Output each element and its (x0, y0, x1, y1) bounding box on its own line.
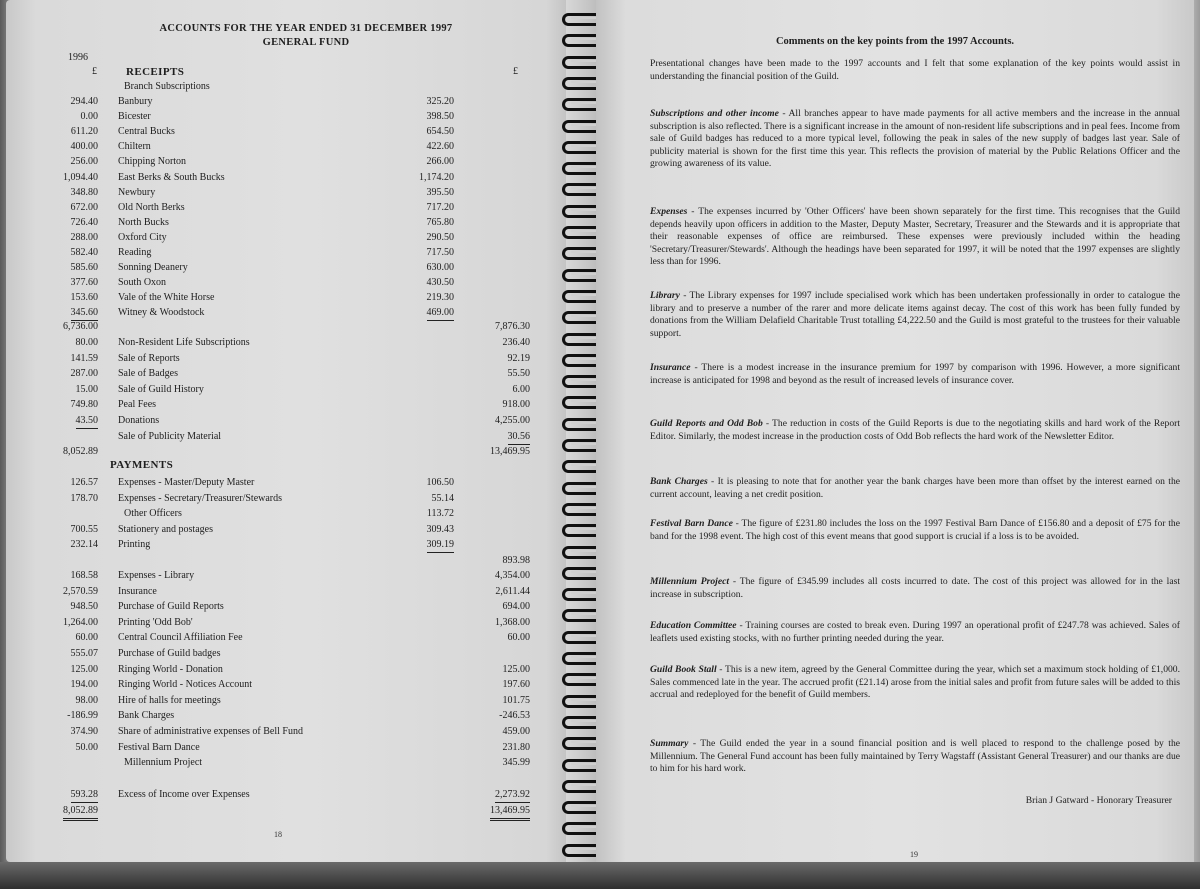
current-year-amount: 30.56 (508, 429, 531, 445)
line-item-label: Hire of halls for meetings (118, 694, 221, 706)
payment-row (6, 584, 566, 599)
comment-heading: Guild Reports and Odd Bob (650, 418, 763, 429)
officer-total-row (6, 553, 566, 568)
line-item-label: Sale of Guild History (118, 383, 204, 395)
comment-paragraph (650, 362, 1180, 387)
current-year-amount: 345.99 (502, 757, 530, 769)
comment-paragraph (650, 418, 1180, 443)
branch-heading-label: Branch Subscriptions (124, 81, 210, 92)
current-year-amount: 55.14 (431, 492, 454, 504)
prev-year-amount: 50.00 (75, 741, 98, 753)
receipts-heading: RECEIPTS (126, 66, 185, 78)
excess-amount: 2,273.92 (495, 787, 530, 803)
branch-row (6, 124, 566, 139)
current-year-amount: 266.00 (426, 156, 454, 168)
prev-year-amount: 377.60 (70, 277, 98, 289)
current-year-amount: 1,368.00 (495, 616, 530, 628)
currency-header-prev: £ (92, 66, 97, 77)
receipt-row (6, 351, 566, 366)
line-item-label: Sonning Deanery (118, 262, 188, 274)
line-item-label: Sale of Badges (118, 368, 178, 380)
payment-row (6, 755, 566, 770)
receipts-total-prev: 8,052.89 (63, 446, 98, 457)
current-year-amount: 469.00 (427, 305, 455, 321)
comment-paragraph (650, 476, 1180, 501)
prev-year-amount: 15.00 (75, 383, 98, 395)
comment-text: - The expenses incurred by 'Other Officers' have been shown separately for the first time. This recognises that the Guild depends heavily upon officers in addition to the Master, Deputy Master, Secretary, Treasurer and the Stewards and it is appropriate that their reasonable expenses of office are reimbursed. These expenses were previously included within the heading 'Secretary/Treasurer/Stewards'. Although the headings have been separated for 1997, it will be noted that the 1997 expenses are slightly less than for 1996. (650, 206, 1180, 268)
currency-header-current: £ (513, 66, 518, 77)
branch-row (6, 230, 566, 245)
current-year-amount: 430.50 (426, 277, 454, 289)
prev-year-amount: 1,094.40 (63, 171, 98, 183)
prev-year-amount: 153.60 (70, 292, 98, 304)
current-year-amount: 236.40 (502, 337, 530, 348)
current-year-amount: 60.00 (507, 632, 530, 644)
final-total-row (6, 803, 566, 818)
comment-heading: Expenses (650, 206, 688, 217)
branch-total: 7,876.30 (495, 321, 530, 332)
comment-heading: Library (650, 290, 680, 301)
payment-row (6, 568, 566, 583)
current-year-amount: 1,174.20 (419, 171, 454, 183)
intro-paragraph: Presentational changes have been made to the 1997 accounts and I felt that some explanation of the key points would assist in understanding the financial position of the Guild. (650, 58, 1180, 82)
prev-year-amount: 168.58 (70, 570, 98, 581)
current-year-amount: 4,354.00 (495, 570, 530, 581)
current-year-amount: 309.43 (426, 523, 454, 535)
current-year-amount: 398.50 (426, 111, 454, 123)
payment-row (6, 708, 566, 723)
prev-year-amount: 288.00 (70, 231, 98, 243)
prev-year-amount: 948.50 (70, 601, 98, 613)
prev-year-amount: 98.00 (75, 694, 98, 706)
line-item-label: Chiltern (118, 141, 151, 153)
officer-payment-row (6, 506, 566, 521)
line-item-label: Newbury (118, 186, 156, 198)
branch-row (6, 260, 566, 275)
line-item-label: Sale of Publicity Material (118, 430, 222, 442)
payment-row (6, 646, 566, 661)
line-item-label: Central Council Affiliation Fee (118, 632, 243, 644)
comment-heading: Subscriptions and other income (650, 108, 779, 119)
branch-row (6, 200, 566, 215)
treasurer-signoff: Brian J Gatward - Honorary Treasurer (1025, 795, 1172, 806)
prev-year-amount: 80.00 (75, 337, 98, 348)
officer-payment-row (6, 475, 566, 490)
comment-text: - The Guild ended the year in a sound financial position and is well placed to respond to the challenge posed by the Millennium. The General Fund account has been fully maintained by Terry Wagstaff (Assistant General Treasurer) and our thanks are due to him for his hard work. (650, 738, 1180, 775)
comment-heading: Millennium Project (650, 576, 730, 587)
line-item-label: Chipping Norton (118, 156, 187, 168)
payment-row (6, 599, 566, 614)
comment-text: - It is pleasing to note that for another year the bank charges have been more than offset by the interest earned on the current account, leaving a net credit position. (650, 476, 1181, 500)
comment-heading: Summary (650, 738, 689, 749)
current-year-amount: 106.50 (426, 477, 454, 488)
line-item-label: Vale of the White Horse (118, 292, 215, 304)
line-item-label: Bank Charges (118, 710, 175, 722)
current-year-amount: 6.00 (512, 383, 530, 395)
final-total-prev: 8,052.89 (63, 803, 98, 821)
accounts-title-line1: ACCOUNTS FOR THE YEAR ENDED 31 DECEMBER 1997 (159, 23, 453, 34)
line-item-label: Central Bucks (118, 126, 175, 138)
current-year-amount: 422.60 (426, 141, 454, 153)
receipt-row (6, 382, 566, 397)
branch-row (6, 154, 566, 169)
officer-total: 893.98 (502, 555, 530, 566)
comment-paragraph (650, 206, 1180, 269)
current-year-amount: 113.72 (426, 508, 454, 519)
prev-year-amount: 2,570.59 (63, 585, 98, 597)
current-year-amount: 309.19 (427, 537, 455, 553)
current-year-amount: 395.50 (426, 186, 454, 198)
prev-year-amount: 0.00 (80, 111, 98, 123)
line-item-label: Printing 'Odd Bob' (118, 616, 193, 628)
comment-paragraph (650, 664, 1180, 702)
current-year-amount: -246.53 (499, 710, 530, 722)
line-item-label: Purchase of Guild Reports (118, 601, 224, 613)
prev-year-amount: 1,264.00 (63, 616, 98, 628)
line-item-label: Banbury (118, 96, 153, 107)
line-item-label: Ringing World - Notices Account (118, 679, 252, 691)
receipt-row (6, 413, 566, 428)
prev-year-amount: 555.07 (70, 648, 98, 659)
current-year-amount: 765.80 (426, 216, 454, 228)
line-item-label: Peal Fees (118, 399, 157, 411)
comment-paragraph (650, 738, 1180, 776)
excess-row (6, 787, 566, 802)
receipt-row (6, 335, 566, 350)
prev-year-amount: 749.80 (70, 399, 98, 411)
right-page (596, 0, 1194, 862)
accounts-title (126, 22, 486, 50)
prev-year-amount: 126.57 (70, 477, 98, 488)
receipt-row (6, 366, 566, 381)
line-item-label: Bicester (118, 111, 151, 123)
page-number-left: 18 (274, 830, 282, 839)
branch-row (6, 275, 566, 290)
payment-row (6, 662, 566, 677)
comment-text: - The reduction in costs of the Guild Reports is due to the negotiating skills and hard work of the Report Editor. Similarly, the modest increase in the production costs of Odd Bob reflects the hard work of the Newsletter Editor. (650, 418, 1180, 442)
comment-text: - Training courses are costed to break even. During 1997 an operational profit of £247.78 was achieved. Sales of leaflets used existing stocks, with no further printing needed during the year. (650, 620, 1180, 644)
current-year-amount: 125.00 (502, 663, 530, 675)
current-year-amount: 290.50 (426, 231, 454, 243)
line-item-label: Witney & Woodstock (118, 307, 205, 319)
comment-text: - The Library expenses for 1997 include specialised work which has been undertaken professionally in order to catalogue the library and to preserve a number of the rarer and more delicate items against decay. The cost of this work has been fully funded by donations from the William Delafield Charitable Trust totalling £4,222.50 and the Guild is most grateful to the trustees for their valuable support. (650, 290, 1180, 339)
prev-year-amount: 256.00 (70, 156, 98, 168)
current-year-amount: 717.50 (426, 247, 454, 258)
excess-prev: 593.28 (71, 787, 99, 803)
branch-row (6, 215, 566, 230)
prev-year-amount: 726.40 (70, 216, 98, 228)
payment-row (6, 693, 566, 708)
prev-year-amount: 672.00 (70, 201, 98, 213)
comment-text: - There is a modest increase in the insurance premium for 1997 by comparison with 1996. However, a more significant increase is anticipated for 1998 and beyond as the result of increased levels of insurance cover. (650, 362, 1180, 386)
prev-year-amount: 60.00 (75, 632, 98, 644)
receipts-total: 13,469.95 (490, 446, 530, 457)
branch-row (6, 290, 566, 305)
line-item-label: East Berks & South Bucks (118, 171, 225, 183)
current-year-amount: 231.80 (502, 741, 530, 753)
line-item-label: Festival Barn Dance (118, 741, 200, 753)
prev-year-amount: 345.60 (71, 305, 99, 321)
prev-year-amount: 611.20 (70, 126, 98, 138)
line-item-label: Insurance (118, 585, 157, 597)
current-year-amount: 717.20 (426, 201, 454, 213)
current-year-amount: 92.19 (507, 352, 530, 364)
branch-subscriptions-heading (6, 79, 566, 94)
line-item-label: Purchase of Guild badges (118, 648, 221, 659)
branch-row (6, 109, 566, 124)
current-year-amount: 197.60 (502, 679, 530, 691)
prev-year-amount: 400.00 (70, 141, 98, 153)
receipt-row (6, 397, 566, 412)
branch-row (6, 185, 566, 200)
line-item-label: Ringing World - Donation (118, 663, 223, 675)
accounts-title-line2: GENERAL FUND (262, 37, 350, 48)
officer-payment-row (6, 522, 566, 537)
current-year-amount: 918.00 (502, 399, 530, 411)
comment-paragraph (650, 290, 1180, 340)
payment-row (6, 615, 566, 630)
line-item-label: Sale of Reports (118, 352, 180, 364)
line-item-label: Printing (118, 539, 151, 550)
comment-text: - All branches appear to have made payments for all active members and the increase in the annual subscription is also reflected. There is a significant increase in the amount of non-resident life subscriptions and in peal fees. Income from sale of Guild badges has reduced to a more typical level, following the peak in sales of the new supply of badges last year. Sale of publicity material is shown for the first time this year. This reflects the provision of material by the Public Relations Officer and the growing awareness of its value. (650, 108, 1180, 170)
comment-paragraph (650, 620, 1180, 645)
current-year-amount: 694.00 (502, 601, 530, 613)
comment-heading: Education Committee (650, 620, 737, 631)
comment-paragraph (650, 576, 1180, 601)
prev-year-amount: 43.50 (76, 413, 99, 429)
current-year-amount: 101.75 (502, 694, 530, 706)
final-total: 13,469.95 (490, 803, 530, 821)
current-year-amount: 459.00 (502, 726, 530, 737)
line-item-label: Oxford City (118, 231, 167, 243)
prev-year-amount: 348.80 (70, 186, 98, 198)
current-year-amount: 4,255.00 (495, 415, 530, 426)
line-item-label: Millennium Project (124, 757, 203, 769)
current-year-amount: 55.50 (507, 368, 530, 380)
prev-year-amount: 141.59 (70, 352, 98, 364)
comment-paragraph (650, 108, 1180, 171)
comment-text: - This is a new item, agreed by the General Committee during the year, which set a maximum stock holding of £1,000. Sales commenced late in the year. The accrued profit (£21.14) arose from the initial sales and profit from future sales will be added to this accrual and redeployed for the benefit of Guild members. (650, 664, 1180, 701)
comment-paragraph (650, 518, 1180, 543)
comment-heading: Guild Book Stall (650, 664, 717, 675)
left-page (6, 0, 566, 862)
line-item-label: Reading (118, 247, 152, 258)
prev-year-amount: 125.00 (70, 663, 98, 675)
comment-heading: Insurance (650, 362, 691, 373)
payment-row (6, 740, 566, 755)
table-shadow (0, 862, 1200, 889)
payment-row (6, 724, 566, 739)
branch-row (6, 170, 566, 185)
comments-title: Comments on the key points from the 1997 Accounts. (775, 36, 1015, 47)
prev-year-amount: 700.55 (70, 523, 98, 535)
line-item-label: Expenses - Library (118, 570, 195, 581)
line-item-label: Stationery and postages (118, 523, 213, 535)
comment-heading: Bank Charges (650, 476, 708, 487)
line-item-label: Other Officers (124, 508, 182, 519)
prev-year-amount: 585.60 (70, 262, 98, 274)
prev-year-amount: 374.90 (70, 726, 98, 737)
current-year-amount: 325.20 (426, 96, 454, 107)
branch-row (6, 94, 566, 109)
prev-year-amount: 194.00 (70, 679, 98, 691)
prev-year-amount: 178.70 (70, 492, 98, 504)
line-item-label: Non-Resident Life Subscriptions (118, 337, 250, 348)
comment-heading: Festival Barn Dance (650, 518, 733, 529)
comment-text: - The figure of £345.99 includes all costs incurred to date. The cost of this project was allowed for in the last increase in subscription. (650, 576, 1180, 600)
payment-row (6, 677, 566, 692)
current-year-amount: 2,611.44 (495, 585, 530, 597)
payments-heading: PAYMENTS (110, 459, 174, 471)
receipt-row (6, 429, 566, 444)
officer-payment-row (6, 537, 566, 552)
branch-total-row (6, 319, 566, 334)
excess-label: Excess of Income over Expenses (118, 789, 250, 800)
prev-year-header: 1996 (68, 52, 88, 63)
prev-year-amount: 232.14 (70, 539, 98, 550)
line-item-label: Expenses - Master/Deputy Master (118, 477, 255, 488)
line-item-label: Share of administrative expenses of Bell Fund (118, 726, 303, 737)
line-item-label: Donations (118, 415, 160, 426)
branch-row (6, 245, 566, 260)
officer-payment-row (6, 491, 566, 506)
prev-year-amount: 294.40 (70, 96, 98, 107)
prev-year-amount: 582.40 (70, 247, 98, 258)
branch-total-prev: 6,736.00 (63, 321, 98, 332)
comment-text: - The figure of £231.80 includes the loss on the 1997 Festival Barn Dance of £156.80 and a deposit of £75 for the band for the 1998 event. The high cost of this event means that good support is crucial if a loss is to be avoided. (650, 518, 1180, 542)
line-item-label: North Bucks (118, 216, 169, 228)
current-year-amount: 630.00 (426, 262, 454, 274)
branch-row (6, 139, 566, 154)
payment-row (6, 630, 566, 645)
current-year-amount: 219.30 (426, 292, 454, 304)
line-item-label: Expenses - Secretary/Treasurer/Stewards (118, 492, 283, 504)
line-item-label: Old North Berks (118, 201, 185, 213)
receipts-total-row (6, 444, 566, 459)
current-year-amount: 654.50 (426, 126, 454, 138)
prev-year-amount: 287.00 (70, 368, 98, 380)
line-item-label: South Oxon (118, 277, 167, 289)
prev-year-amount: -186.99 (67, 710, 98, 722)
page-number-right: 19 (910, 850, 918, 859)
